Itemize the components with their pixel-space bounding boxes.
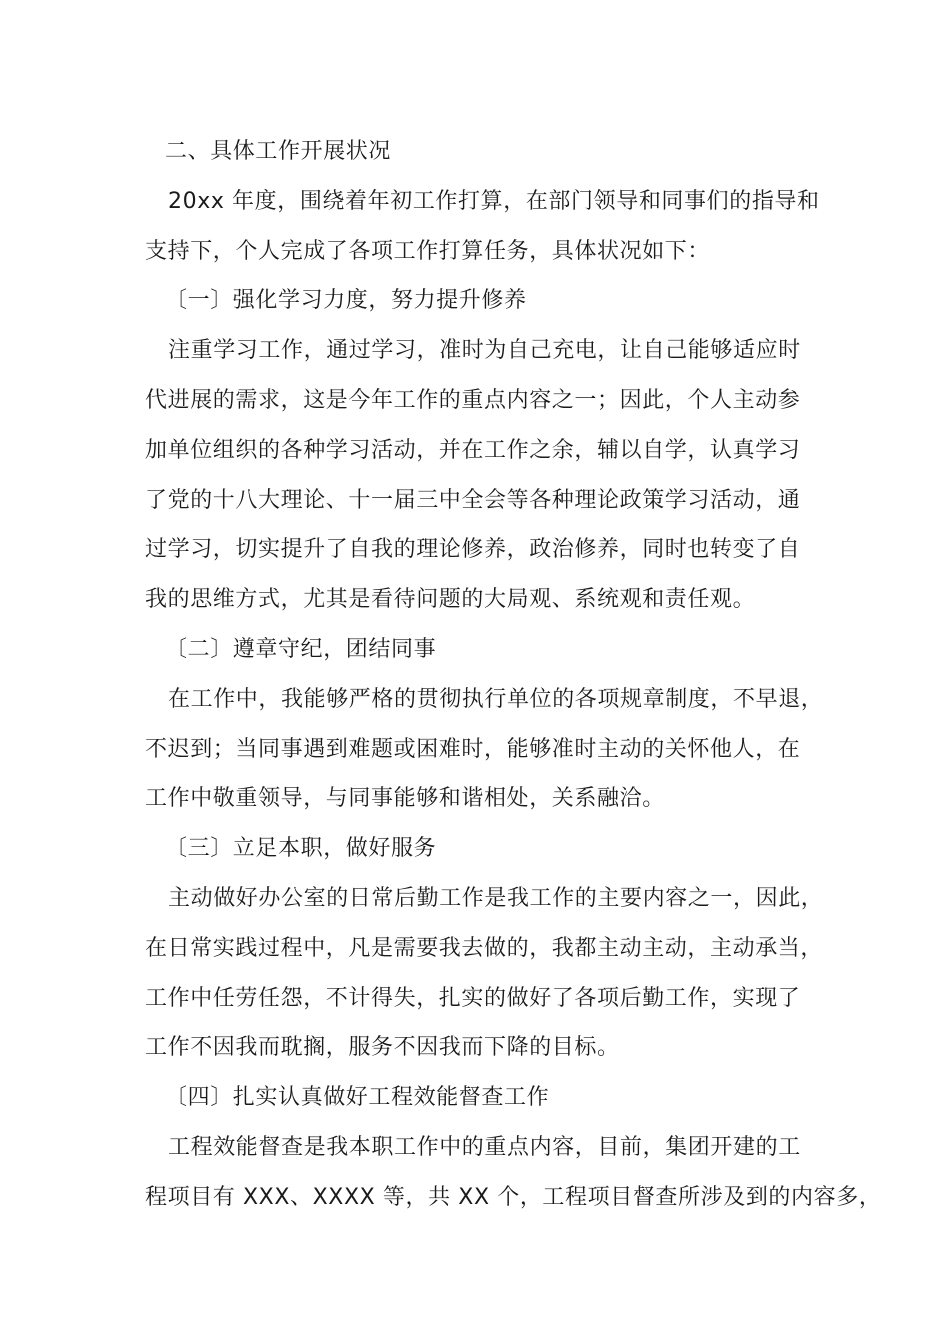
paragraph-line: 在工作中，我能够严格的贯彻执行单位的各项规章制度，不早退， [168,686,824,712]
paragraph-line: 主动做好办公室的日常后勤工作是我工作的主要内容之一，因此， [168,885,824,911]
paragraph-line: 过学习，切实提升了自我的理论修养，政治修养，同时也转变了自 [145,537,801,563]
paragraph-line: 我的思维方式，尤其是看待问题的大局观、系统观和责任观。 [145,587,756,613]
paragraph-line: 20xx 年度，围绕着年初工作打算，在部门领导和同事们的指导和 [168,188,820,214]
paragraph-line: 工作中敬重领导，与同事能够和谐相处，关系融洽。 [145,786,665,812]
paragraph-line: 工程效能督查是我本职工作中的重点内容，目前，集团开建的工 [168,1134,801,1160]
paragraph-line: 加单位组织的各种学习活动，并在工作之余，辅以自学，认真学习 [145,437,801,463]
paragraph-line: 不迟到；当同事遇到难题或困难时，能够准时主动的关怀他人，在 [145,736,801,762]
subsection-heading: 〔一〕强化学习力度，努力提升修养 [165,288,527,314]
document-body [145,127,882,1223]
paragraph-line: 在日常实践过程中，凡是需要我去做的，我都主动主动，主动承当， [145,935,824,961]
subsection-heading: 〔四〕扎实认真做好工程效能督查工作 [165,1085,550,1111]
paragraph-line: 工作不因我而耽搁，服务不因我而下降的目标。 [145,1035,620,1061]
paragraph-line: 支持下，个人完成了各项工作打算任务，具体状况如下： [145,238,711,264]
paragraph-line: 工作中任劳任怨，不计得失，扎实的做好了各项后勤工作，实现了 [145,985,801,1011]
paragraph-line: 了党的十八大理论、十一届三中全会等各种理论政策学习活动，通 [145,487,801,513]
subsection-heading: 〔三〕立足本职，做好服务 [165,836,437,862]
paragraph-line: 代进展的需求，这是今年工作的重点内容之一；因此，个人主动参 [145,387,801,413]
paragraph-line: 注重学习工作，通过学习，准时为自己充电，让自己能够适应时 [168,338,801,364]
section-heading: 二、具体工作开展状况 [165,139,392,164]
subsection-heading: 〔二〕遵章守纪，团结同事 [165,636,437,662]
paragraph-line: 程项目有 XXX、XXXX 等，共 XX 个，工程项目督查所涉及到的内容多， [145,1184,882,1210]
